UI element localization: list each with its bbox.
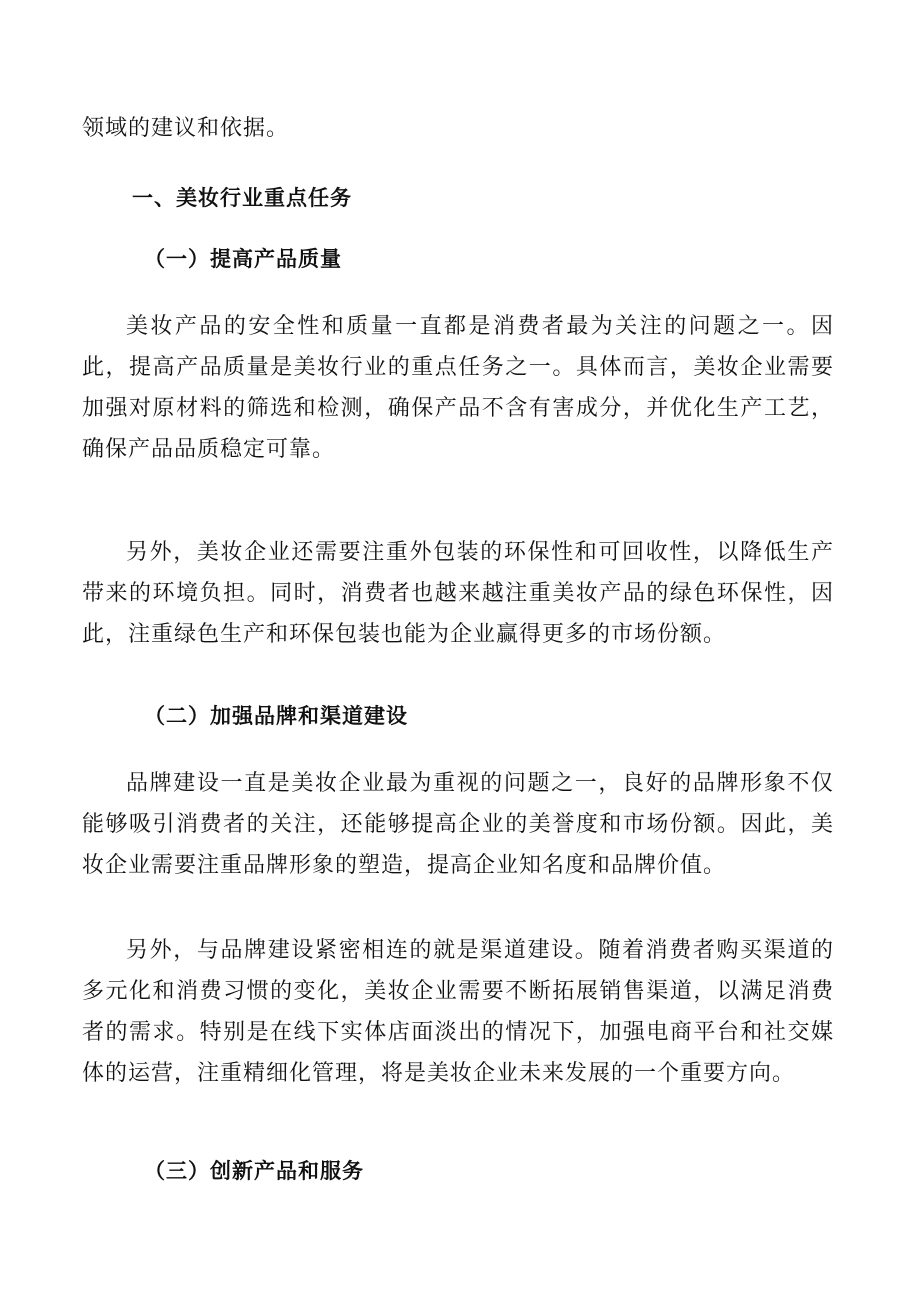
paragraph-product-quality: 美妆产品的安全性和质量一直都是消费者最为关注的问题之一。因此，提高产品质量是美妆行业的重点任务之一。具体而言，美妆企业需要加强对原材料的筛选和检测，确保产品不含有害成分，并优化生产工艺，确保产品品质稳定可靠。 (82, 314, 834, 462)
paragraph-continuation: 领域的建议和依据。 (82, 116, 290, 141)
paragraph-channel-building: 另外，与品牌建设紧密相连的就是渠道建设。随着消费者购买渠道的多元化和消费习惯的变化，美妆企业需要不断拓展销售渠道，以满足消费者的需求。特别是在线下实体店面淡出的情况下，加强电商平台和社交媒体的运营，注重精细化管理，将是美妆企业未来发展的一个重要方向。 (82, 938, 834, 1086)
subsection-heading-1: （一）提高产品质量 (144, 246, 342, 271)
subsection-heading-2: （二）加强品牌和渠道建设 (144, 703, 408, 728)
subsection-heading-3: （三）创新产品和服务 (144, 1158, 364, 1183)
paragraph-brand-building: 品牌建设一直是美妆企业最为重视的问题之一，良好的品牌形象不仅能够吸引消费者的关注，还能够提高企业的美誉度和市场份额。因此，美妆企业需要注重品牌形象的塑造，提高企业知名度和品牌价值。 (82, 771, 834, 878)
section-heading: 一、美妆行业重点任务 (132, 186, 352, 210)
paragraph-packaging: 另外，美妆企业还需要注重外包装的环保性和可回收性，以降低生产带来的环境负担。同时，消费者也越来越注重美妆产品的绿色环保性，因此，注重绿色生产和环保包装也能为企业赢得更多的市场份额。 (82, 540, 834, 647)
